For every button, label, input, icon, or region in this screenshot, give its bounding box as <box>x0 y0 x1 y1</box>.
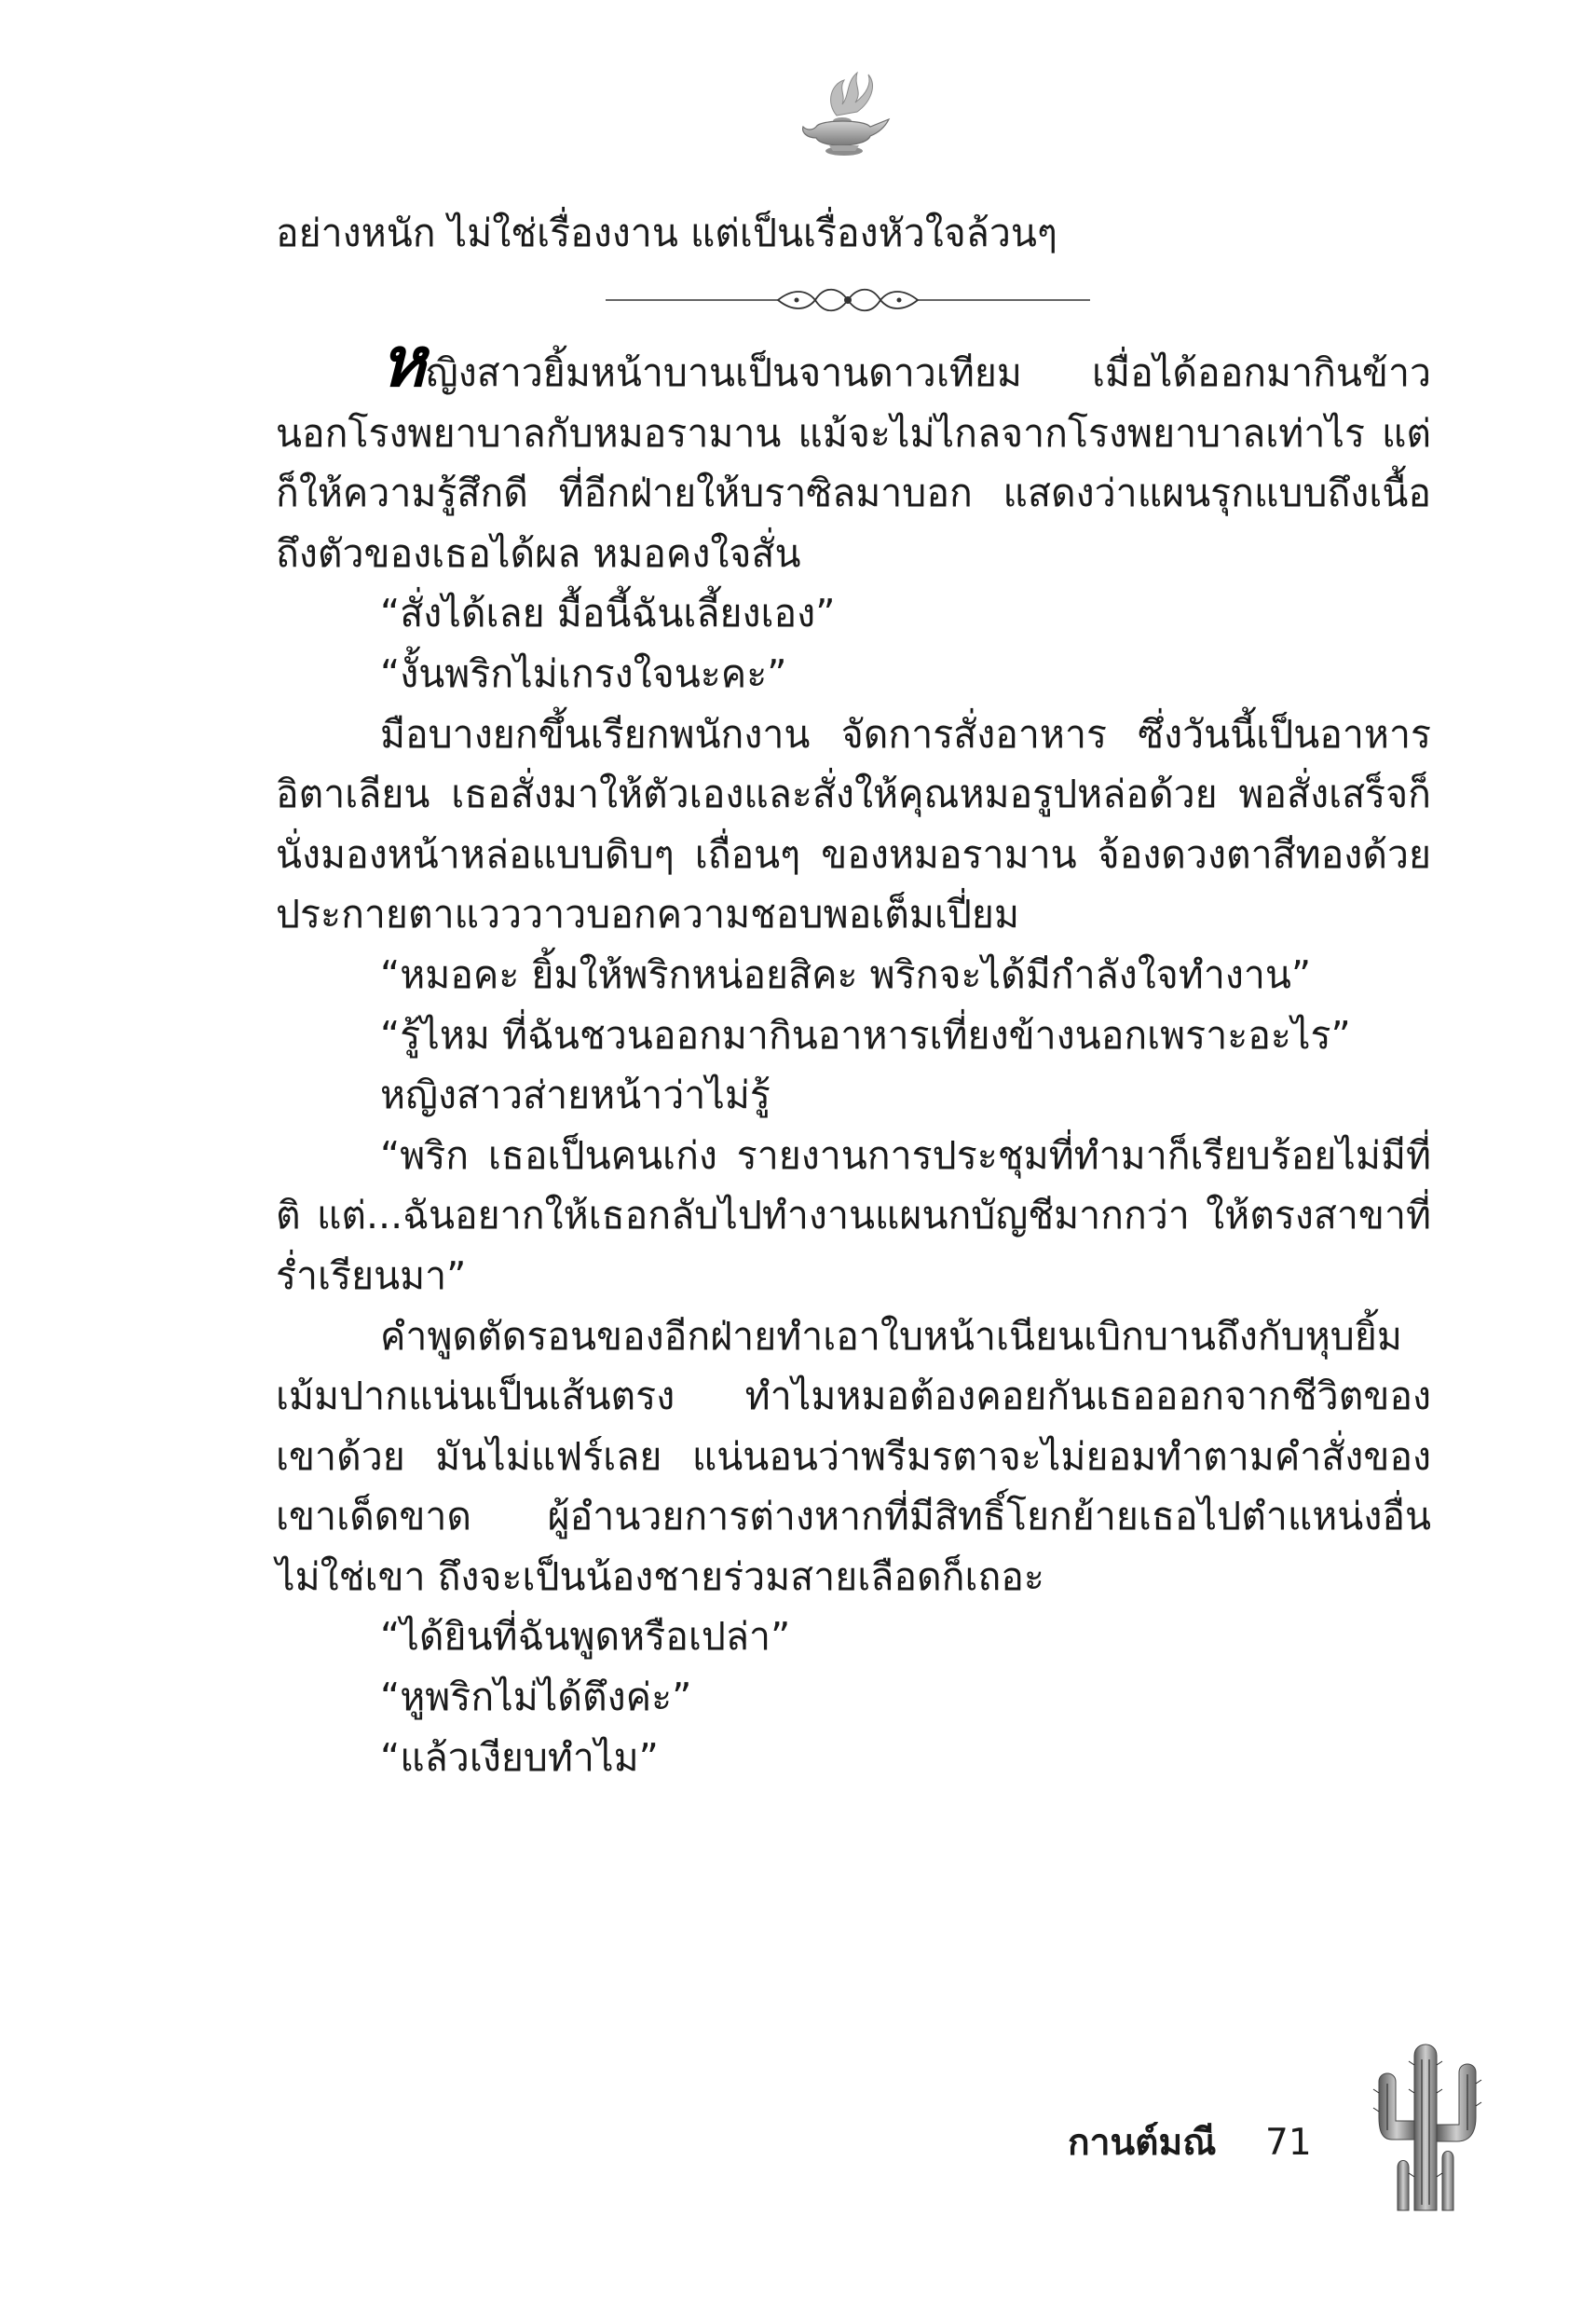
ornamental-divider-icon <box>606 280 1090 321</box>
paragraph-5: “หมอคะ ยิ้มให้พริกหน่อยสิคะ พริกจะได้มีกำลังใจทำงาน” <box>380 951 1312 997</box>
page-number: 71 <box>1265 2122 1312 2164</box>
paragraph-10: “ได้ยินที่ฉันพูดหรือเปล่า” <box>380 1614 791 1660</box>
paragraph-text: ญิงสาวยิ้มหน้าบานเป็นจานดาวเทียม เมื่อได้ออกมากินข้าวนอกโรงพยาบาลกับหมอรามาน แม้จะไม่ไกลจากโรงพยาบาลเท่าไร แต่ก็ให้ความรู้สึกดี ที่อีกฝ่ายให้บราซิลมาบอก แสดงว่าแผนรุกแบบถึงเนื้อถึงตัวของเธอได้ผล หมอคงใจสั่น <box>276 350 1431 576</box>
paragraph-9: คำพูดตัดรอนของอีกฝ่ายทำเอาใบหน้าเนียนเบิกบานถึงกับหุบยิ้ม เม้มปากแน่นเป็นเส้นตรง ทำไมหมอต้องคอยกันเธอออกจากชีวิตของเขาด้วย มันไม่แฟร์เลย แน่นอนว่าพรีมรตาจะไม่ยอมทำตามคำสั่งของเขาเด็ดขาด ผู้อำนวยการต่างหากที่มีสิทธิ์โยกย้ายเธอไปตำแหน่งอื่น ไม่ใช่เขา ถึงจะเป็นน้องชายร่วมสายเลือดก็เถอะ <box>276 1313 1431 1599</box>
paragraph-3: “งั้นพริกไม่เกรงใจนะคะ” <box>380 650 787 696</box>
drop-cap: ห <box>380 322 426 403</box>
book-title: กานต์มณี <box>1068 2122 1217 2164</box>
paragraph-1 <box>276 322 1431 583</box>
paragraph-8: “พริก เธอเป็นคนเก่ง รายงานการประชุมที่ทำมาก็เรียบร้อยไม่มีที่ติ แต่...ฉันอยากให้เธอกลับไปทำงานแผนกบัญชีมากกว่า ให้ตรงสาขาที่ร่ำเรียนมา” <box>276 1132 1431 1298</box>
paragraph-12: “แล้วเงียบทำไม” <box>380 1734 659 1780</box>
genie-lamp-icon <box>788 62 900 173</box>
paragraph-4: มือบางยกขึ้นเรียกพนักงาน จัดการสั่งอาหาร ซึ่งวันนี้เป็นอาหารอิตาเลียน เธอสั่งมาให้ตัวเองและสั่งให้คุณหมอรูปหล่อด้วย พอสั่งเสร็จก็นั่งมองหน้าหล่อแบบดิบๆ เถื่อนๆ ของหมอรามาน จ้องดวงตาสีทองด้วยประกายตาแวววาวบอกความชอบพอเต็มเปี่ยม <box>276 711 1431 937</box>
paragraph-6: “รู้ไหม ที่ฉันชวนออกมากินอาหารเที่ยงข้างนอกเพราะอะไร” <box>380 1012 1351 1058</box>
paragraph-7: หญิงสาวส่ายหน้าว่าไม่รู้ <box>380 1073 771 1118</box>
body-text <box>276 322 1431 1787</box>
paragraph-11: “หูพริกไม่ได้ตึงค่ะ” <box>380 1675 692 1720</box>
paragraph-2: “สั่งได้เลย มื้อนี้ฉันเลี้ยงเอง” <box>380 591 836 636</box>
cactus-icon <box>1360 2028 1491 2214</box>
continuation-line: อย่างหนัก ไม่ใช่เรื่องงาน แต่เป็นเรื่องหัวใจล้วนๆ <box>276 211 1057 255</box>
